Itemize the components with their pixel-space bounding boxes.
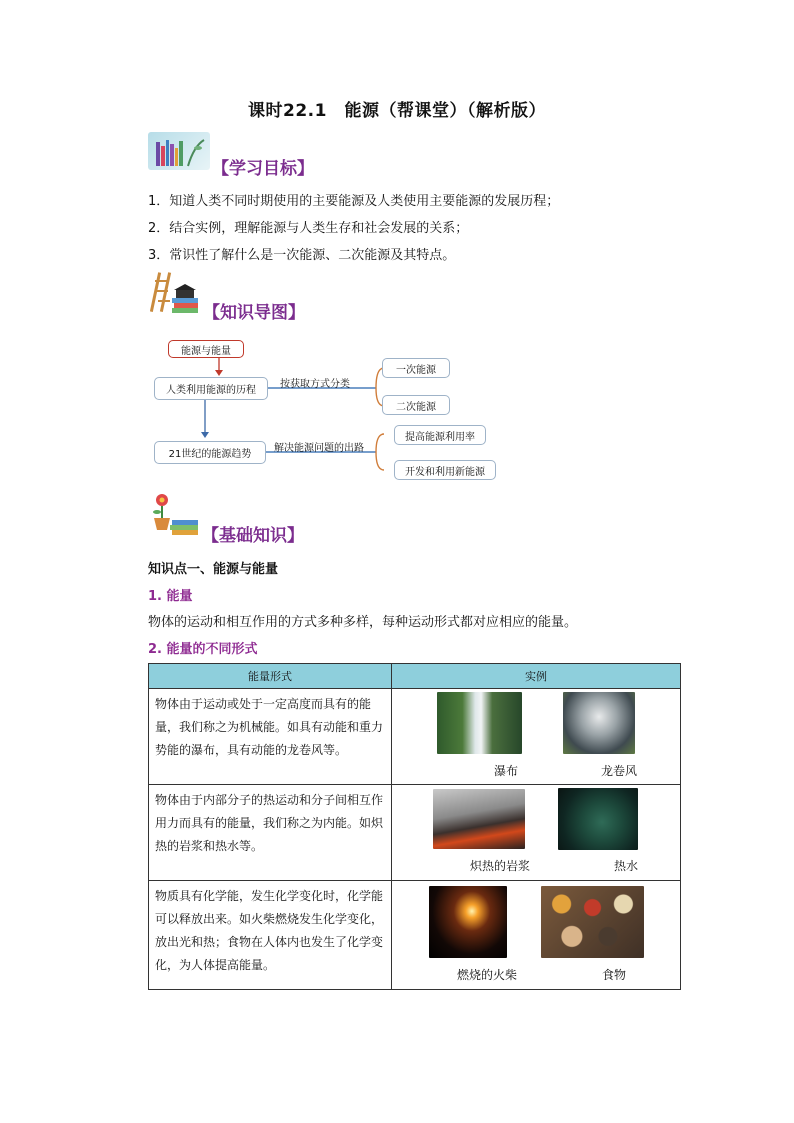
- mindmap-node: 提高能源利用率: [394, 425, 486, 445]
- food-photo: [541, 886, 644, 958]
- mind-map: [148, 336, 508, 486]
- page-title: 课时22.1 能源（帮课堂）（解析版）: [248, 101, 546, 121]
- mindmap-node: 一次能源: [382, 358, 450, 378]
- hot-water-photo: [558, 788, 638, 850]
- mindmap-node: 人类利用能源的历程: [154, 377, 268, 400]
- mindmap-node: 开发和利用新能源: [394, 460, 496, 480]
- table-cell: 物质具有化学能，发生化学变化时，化学能可以释放出来。如火柴燃烧发生化学变化，放出光和热；食物在人体内也发生了化学变化，为人体提高能量。: [149, 881, 392, 990]
- books-icon: [148, 132, 210, 170]
- mindmap-node: 能源与能量: [168, 340, 244, 358]
- table-cell: 物体由于运动或处于一定高度而具有的能量，我们称之为机械能。如具有动能和重力势能的瀑布，具有动能的龙卷风等。: [149, 689, 392, 785]
- table-row: [149, 785, 681, 881]
- section-title-mindmap: 【知识导图】: [203, 303, 305, 323]
- subsection-heading: 2. 能量的不同形式: [148, 642, 258, 657]
- mindmap-node: 二次能源: [382, 395, 450, 415]
- photo-caption: 食物: [602, 968, 627, 982]
- objective-item: 2．结合实例，理解能源与人类生存和社会发展的关系；: [148, 221, 469, 236]
- subsection-heading: 1. 能量: [148, 589, 193, 604]
- waterfall-photo: [437, 692, 522, 754]
- tornado-photo: [563, 692, 635, 754]
- photo-caption: 龙卷风: [601, 764, 638, 778]
- table-row: [149, 689, 681, 785]
- photo-caption: 燃烧的火柴: [457, 968, 518, 982]
- lava-photo: [433, 789, 525, 849]
- flower-books-icon: [148, 490, 200, 536]
- table-header: 能量形式: [149, 664, 392, 689]
- mindmap-node: 21世纪的能源趋势: [154, 441, 266, 464]
- ladder-books-icon: [150, 270, 202, 314]
- table-row: [149, 881, 681, 990]
- objective-item: 3．常识性了解什么是一次能源、二次能源及其特点。: [148, 248, 456, 263]
- section-title-basics: 【基础知识】: [202, 526, 304, 546]
- paragraph: 物体的运动和相互作用的方式多种多样，每种运动形式都对应相应的能量。: [148, 615, 578, 630]
- burning-match-photo: [429, 886, 507, 958]
- table-header: 实例: [392, 664, 681, 689]
- knowledge-point-heading: 知识点一、能源与能量: [148, 562, 279, 577]
- mindmap-edge-label: 解决能源问题的出路: [274, 443, 364, 454]
- photo-caption: 热水: [614, 859, 639, 873]
- section-title-objectives: 【学习目标】: [212, 159, 314, 179]
- energy-forms-table: [148, 663, 681, 990]
- mindmap-edge-label: 按获取方式分类: [280, 379, 350, 390]
- photo-caption: 瀑布: [494, 764, 519, 778]
- objective-item: 1．知道人类不同时期使用的主要能源及人类使用主要能源的发展历程；: [148, 194, 560, 209]
- table-cell: 物体由于内部分子的热运动和分子间相互作用力而具有的能量，我们称之为内能。如炽热的岩浆和热水等。: [149, 785, 392, 881]
- photo-caption: 炽热的岩浆: [470, 859, 531, 873]
